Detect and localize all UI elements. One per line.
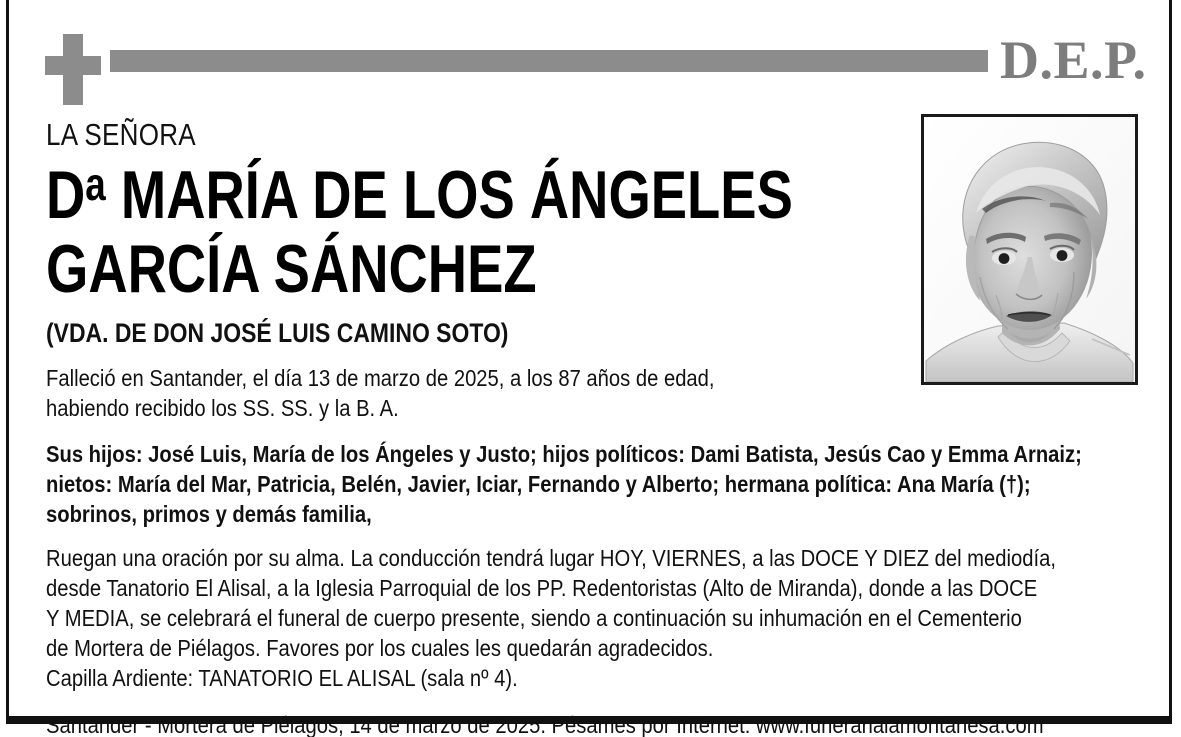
cross-horizontal-bar bbox=[45, 56, 101, 75]
family-list-line-1: Sus hijos: José Luis, María de los Ángeles y Justo; hijos políticos: Dami Batista, Jesús Cao y Emma Arnaiz; bbox=[46, 441, 1082, 467]
name-honorific: D bbox=[46, 157, 86, 233]
funeral-details-line-2: desde Tanatorio El Alisal, a la Iglesia Parroquial de los PP. Redentoristas (Alto de Miranda), donde a las DOCE bbox=[46, 575, 1038, 601]
deceased-name bbox=[46, 158, 918, 232]
funeral-details-line-1: Ruegan una oración por su alma. La conducción tendrá lugar HOY, VIERNES, a las DOCE Y DIEZ del mediodía, bbox=[46, 545, 1056, 571]
name-honorific-superscript: a bbox=[85, 158, 106, 210]
family-list-line-2: nietos: María del Mar, Patricia, Belén, Javier, Iciar, Fernando y Alberto; hermana política: Ana María (†); bbox=[46, 471, 1031, 497]
death-details bbox=[46, 363, 983, 423]
gray-rule-bar bbox=[110, 50, 988, 72]
family-list-line-3: sobrinos, primos y demás familia, bbox=[46, 501, 372, 527]
funeral-details-line-3: Y MEDIA, se celebrará el funeral de cuerpo presente, siendo a continuación su inhumación en el Cementerio bbox=[46, 605, 1022, 631]
kicker-label: LA SEÑORA bbox=[46, 117, 196, 152]
deceased-surname: GARCÍA SÁNCHEZ bbox=[46, 231, 537, 307]
notice-body bbox=[46, 118, 1136, 737]
family-list bbox=[46, 439, 1082, 529]
signature-line-text: Santander - Mortera de Piélagos, 14 de marzo de 2025. Pésames por Internet: www.funerarialamontanesa.com bbox=[46, 712, 1044, 737]
dep-label: D.E.P. bbox=[1000, 30, 1147, 90]
name-line-1: MARÍA DE LOS ÁNGELES bbox=[105, 157, 793, 233]
signature-line bbox=[46, 710, 1044, 737]
notice-header bbox=[0, 0, 1181, 112]
funeral-details-line-4: de Mortera de Piélagos. Favores por los cuales les quedarán agradecidos. bbox=[46, 635, 714, 661]
chapel-line-text: Capilla Ardiente: TANATORIO EL ALISAL (sala nº 4). bbox=[46, 665, 518, 691]
funeral-details bbox=[46, 543, 1056, 663]
chapel-line bbox=[46, 663, 983, 693]
spouse-line: (VDA. DE DON JOSÉ LUIS CAMINO SOTO) bbox=[46, 318, 509, 348]
death-details-line-2: habiendo recibido los SS. SS. y la B. A. bbox=[46, 395, 399, 421]
death-details-line-1: Falleció en Santander, el día 13 de marzo de 2025, a los 87 años de edad, bbox=[46, 365, 715, 391]
